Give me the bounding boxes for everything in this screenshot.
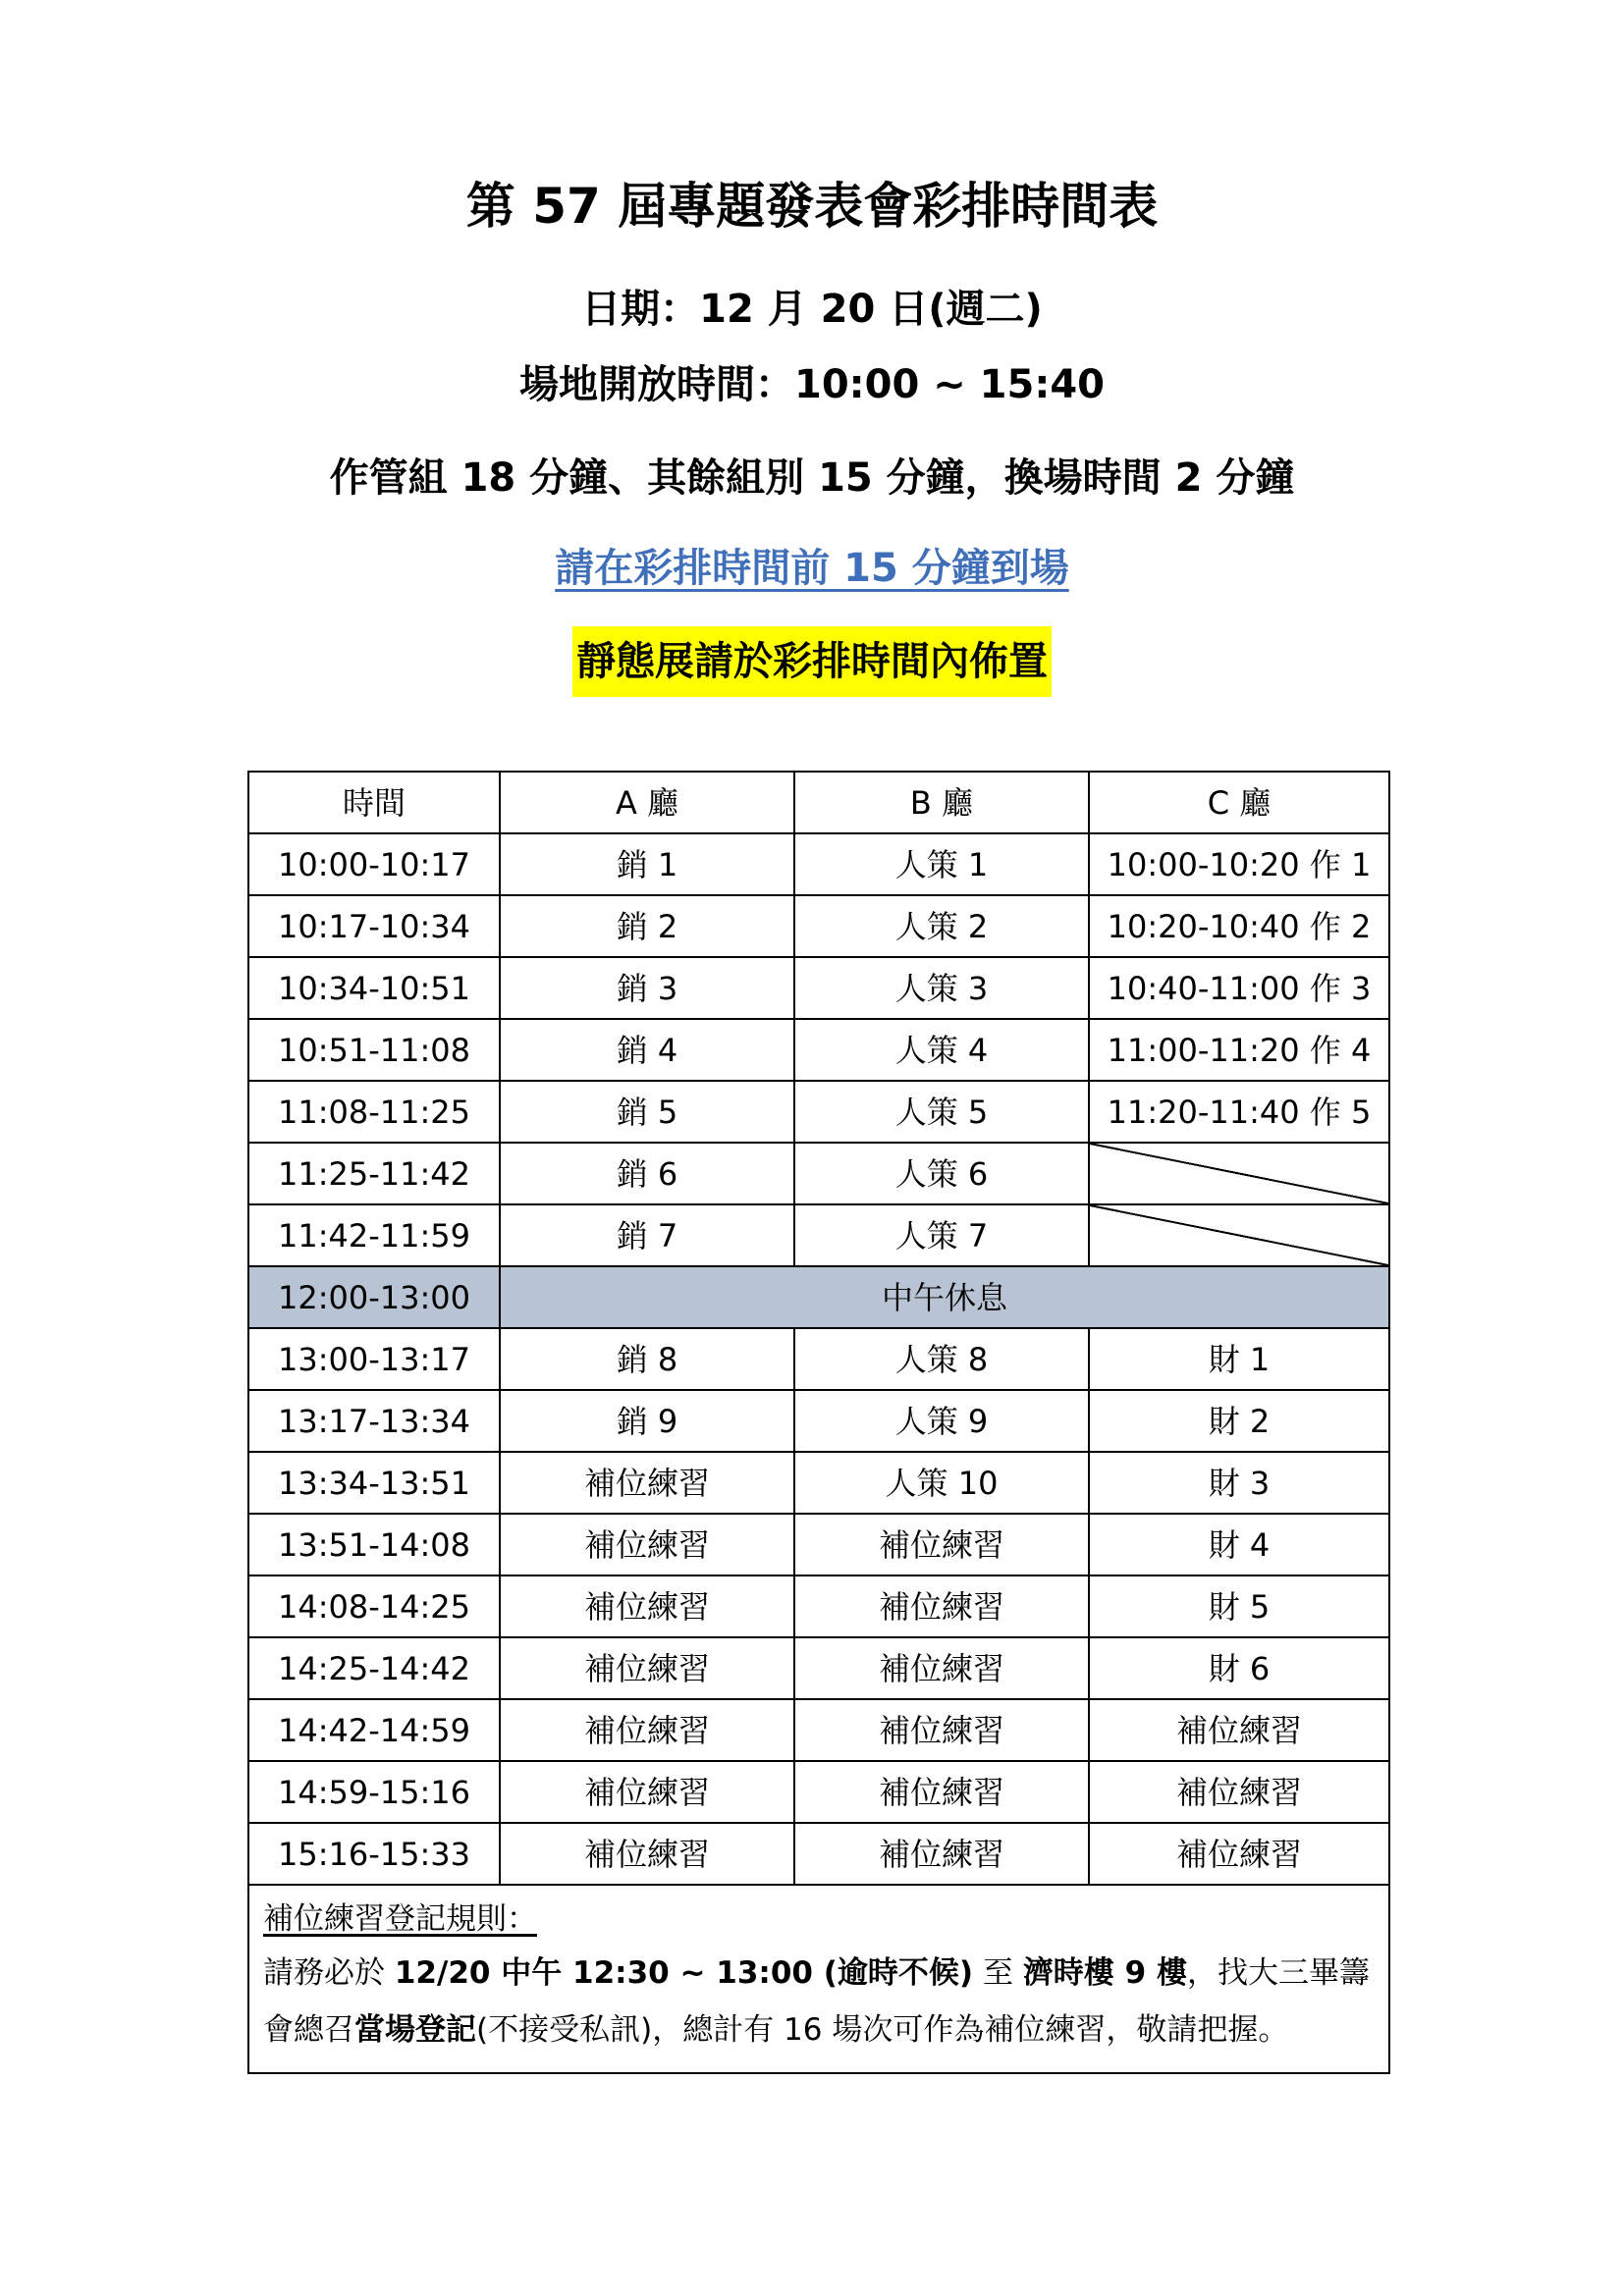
rule-onsite: 當場登記 bbox=[354, 2012, 476, 2048]
hall-a-cell: 銷 7 bbox=[500, 1204, 794, 1266]
hall-a-cell: 補位練習 bbox=[500, 1575, 794, 1637]
time-cell: 10:00-10:17 bbox=[248, 833, 500, 895]
table-row bbox=[248, 1823, 1389, 1885]
table-row bbox=[248, 1452, 1389, 1514]
hall-b-cell: 補位練習 bbox=[794, 1514, 1089, 1575]
arrive-note bbox=[0, 537, 1624, 593]
table-row bbox=[248, 1761, 1389, 1823]
venue-hours-line: 場地開放時間：10:00 ~ 15:40 bbox=[518, 362, 1105, 407]
time-cell: 15:16-15:33 bbox=[248, 1823, 500, 1885]
hall-b-cell: 人策 9 bbox=[794, 1390, 1089, 1452]
duration-line: 作管組 18 分鐘、其餘組別 15 分鐘，換場時間 2 分鐘 bbox=[329, 455, 1295, 501]
rules-title: 補位練習登記規則： bbox=[263, 1901, 537, 1937]
page-title: 第 57 屆專題發表會彩排時間表 bbox=[465, 178, 1159, 235]
hall-b-cell: 人策 1 bbox=[794, 833, 1089, 895]
empty-slot-cell bbox=[1089, 1204, 1389, 1266]
hall-c-cell: 10:00-10:20 作 1 bbox=[1089, 833, 1389, 895]
hall-c-cell: 補位練習 bbox=[1089, 1699, 1389, 1761]
hall-c-cell: 財 5 bbox=[1089, 1575, 1389, 1637]
hall-a-cell: 銷 1 bbox=[500, 833, 794, 895]
hall-b-cell: 補位練習 bbox=[794, 1823, 1089, 1885]
schedule-table bbox=[247, 771, 1390, 2074]
hall-c-cell: 10:40-11:00 作 3 bbox=[1089, 957, 1389, 1019]
rule-text: ，找大三畢籌 bbox=[1186, 1955, 1370, 1991]
lunch-row bbox=[248, 1266, 1389, 1328]
hall-a-cell: 銷 3 bbox=[500, 957, 794, 1019]
hall-a-cell: 補位練習 bbox=[500, 1699, 794, 1761]
hall-b-cell: 人策 6 bbox=[794, 1143, 1089, 1204]
rules-line-1 bbox=[263, 1945, 1375, 2002]
hall-a-cell: 補位練習 bbox=[500, 1514, 794, 1575]
hall-b-cell: 人策 2 bbox=[794, 895, 1089, 957]
hall-b-cell: 人策 7 bbox=[794, 1204, 1089, 1266]
column-header: A 廳 bbox=[500, 772, 794, 833]
hall-a-cell: 補位練習 bbox=[500, 1761, 794, 1823]
rule-time-window: 12/20 中午 12:30 ~ 13:00 (逾時不候) bbox=[394, 1955, 974, 1991]
hall-c-cell: 11:00-11:20 作 4 bbox=[1089, 1019, 1389, 1081]
table-row bbox=[248, 1143, 1389, 1204]
hall-c-cell: 財 6 bbox=[1089, 1637, 1389, 1699]
time-cell: 13:51-14:08 bbox=[248, 1514, 500, 1575]
lunch-break-cell: 中午休息 bbox=[500, 1266, 1389, 1328]
hall-b-cell: 補位練習 bbox=[794, 1699, 1089, 1761]
column-header: B 廳 bbox=[794, 772, 1089, 833]
hall-a-cell: 銷 5 bbox=[500, 1081, 794, 1143]
hall-a-cell: 銷 4 bbox=[500, 1019, 794, 1081]
table-row bbox=[248, 895, 1389, 957]
arrive-note-text: 請在彩排時間前 15 分鐘到場 bbox=[555, 546, 1069, 591]
hall-a-cell: 補位練習 bbox=[500, 1823, 794, 1885]
time-cell: 11:25-11:42 bbox=[248, 1143, 500, 1204]
time-cell: 11:08-11:25 bbox=[248, 1081, 500, 1143]
table-row bbox=[248, 957, 1389, 1019]
hall-c-cell: 財 4 bbox=[1089, 1514, 1389, 1575]
hall-a-cell: 補位練習 bbox=[500, 1452, 794, 1514]
hall-b-cell: 人策 3 bbox=[794, 957, 1089, 1019]
hall-a-cell: 銷 8 bbox=[500, 1328, 794, 1390]
rule-text: 至 bbox=[973, 1955, 1023, 1991]
table-row bbox=[248, 1204, 1389, 1266]
hall-c-cell: 財 1 bbox=[1089, 1328, 1389, 1390]
time-cell: 14:42-14:59 bbox=[248, 1699, 500, 1761]
time-cell: 13:00-13:17 bbox=[248, 1328, 500, 1390]
rule-location: 濟時樓 9 樓 bbox=[1022, 1955, 1187, 1991]
table-row bbox=[248, 1019, 1389, 1081]
hall-b-cell: 補位練習 bbox=[794, 1575, 1089, 1637]
hall-a-cell: 銷 9 bbox=[500, 1390, 794, 1452]
rule-text: (不接受私訊)，總計有 16 場次可作為補位練習，敬請把握。 bbox=[476, 2012, 1289, 2048]
column-header: 時間 bbox=[248, 772, 500, 833]
time-cell: 14:25-14:42 bbox=[248, 1637, 500, 1699]
time-cell: 10:34-10:51 bbox=[248, 957, 500, 1019]
rule-text: 請務必於 bbox=[263, 1955, 395, 1991]
table-row bbox=[248, 1328, 1389, 1390]
hall-b-cell: 補位練習 bbox=[794, 1637, 1089, 1699]
hall-b-cell: 人策 10 bbox=[794, 1452, 1089, 1514]
table-header-row bbox=[248, 772, 1389, 833]
time-cell: 13:17-13:34 bbox=[248, 1390, 500, 1452]
hall-c-cell: 補位練習 bbox=[1089, 1761, 1389, 1823]
table-row bbox=[248, 1390, 1389, 1452]
hall-a-cell: 銷 2 bbox=[500, 895, 794, 957]
time-cell: 10:51-11:08 bbox=[248, 1019, 500, 1081]
empty-slot-cell bbox=[1089, 1143, 1389, 1204]
table-row bbox=[248, 833, 1389, 895]
column-header: C 廳 bbox=[1089, 772, 1389, 833]
table-row bbox=[248, 1081, 1389, 1143]
hall-c-cell: 補位練習 bbox=[1089, 1823, 1389, 1885]
rules-row bbox=[248, 1885, 1389, 2073]
hall-c-cell: 11:20-11:40 作 5 bbox=[1089, 1081, 1389, 1143]
static-display-note-text: 靜態展請於彩排時間內佈置 bbox=[572, 626, 1052, 697]
hall-b-cell: 補位練習 bbox=[794, 1761, 1089, 1823]
table-row bbox=[248, 1699, 1389, 1761]
time-cell: 12:00-13:00 bbox=[248, 1266, 500, 1328]
hall-c-cell: 10:20-10:40 作 2 bbox=[1089, 895, 1389, 957]
rules-cell bbox=[248, 1885, 1389, 2073]
time-cell: 10:17-10:34 bbox=[248, 895, 500, 957]
hall-b-cell: 人策 8 bbox=[794, 1328, 1089, 1390]
table-row bbox=[248, 1514, 1389, 1575]
time-cell: 13:34-13:51 bbox=[248, 1452, 500, 1514]
table-row bbox=[248, 1637, 1389, 1699]
rules-line-2 bbox=[263, 2002, 1375, 2058]
rule-text: 會總召 bbox=[263, 2012, 354, 2048]
time-cell: 14:08-14:25 bbox=[248, 1575, 500, 1637]
time-cell: 11:42-11:59 bbox=[248, 1204, 500, 1266]
hall-c-cell: 財 3 bbox=[1089, 1452, 1389, 1514]
hall-b-cell: 人策 4 bbox=[794, 1019, 1089, 1081]
date-line: 日期：12 月 20 日(週二) bbox=[581, 287, 1043, 332]
hall-a-cell: 補位練習 bbox=[500, 1637, 794, 1699]
time-cell: 14:59-15:16 bbox=[248, 1761, 500, 1823]
table-row bbox=[248, 1575, 1389, 1637]
hall-a-cell: 銷 6 bbox=[500, 1143, 794, 1204]
hall-b-cell: 人策 5 bbox=[794, 1081, 1089, 1143]
hall-c-cell: 財 2 bbox=[1089, 1390, 1389, 1452]
static-display-note bbox=[0, 626, 1624, 697]
